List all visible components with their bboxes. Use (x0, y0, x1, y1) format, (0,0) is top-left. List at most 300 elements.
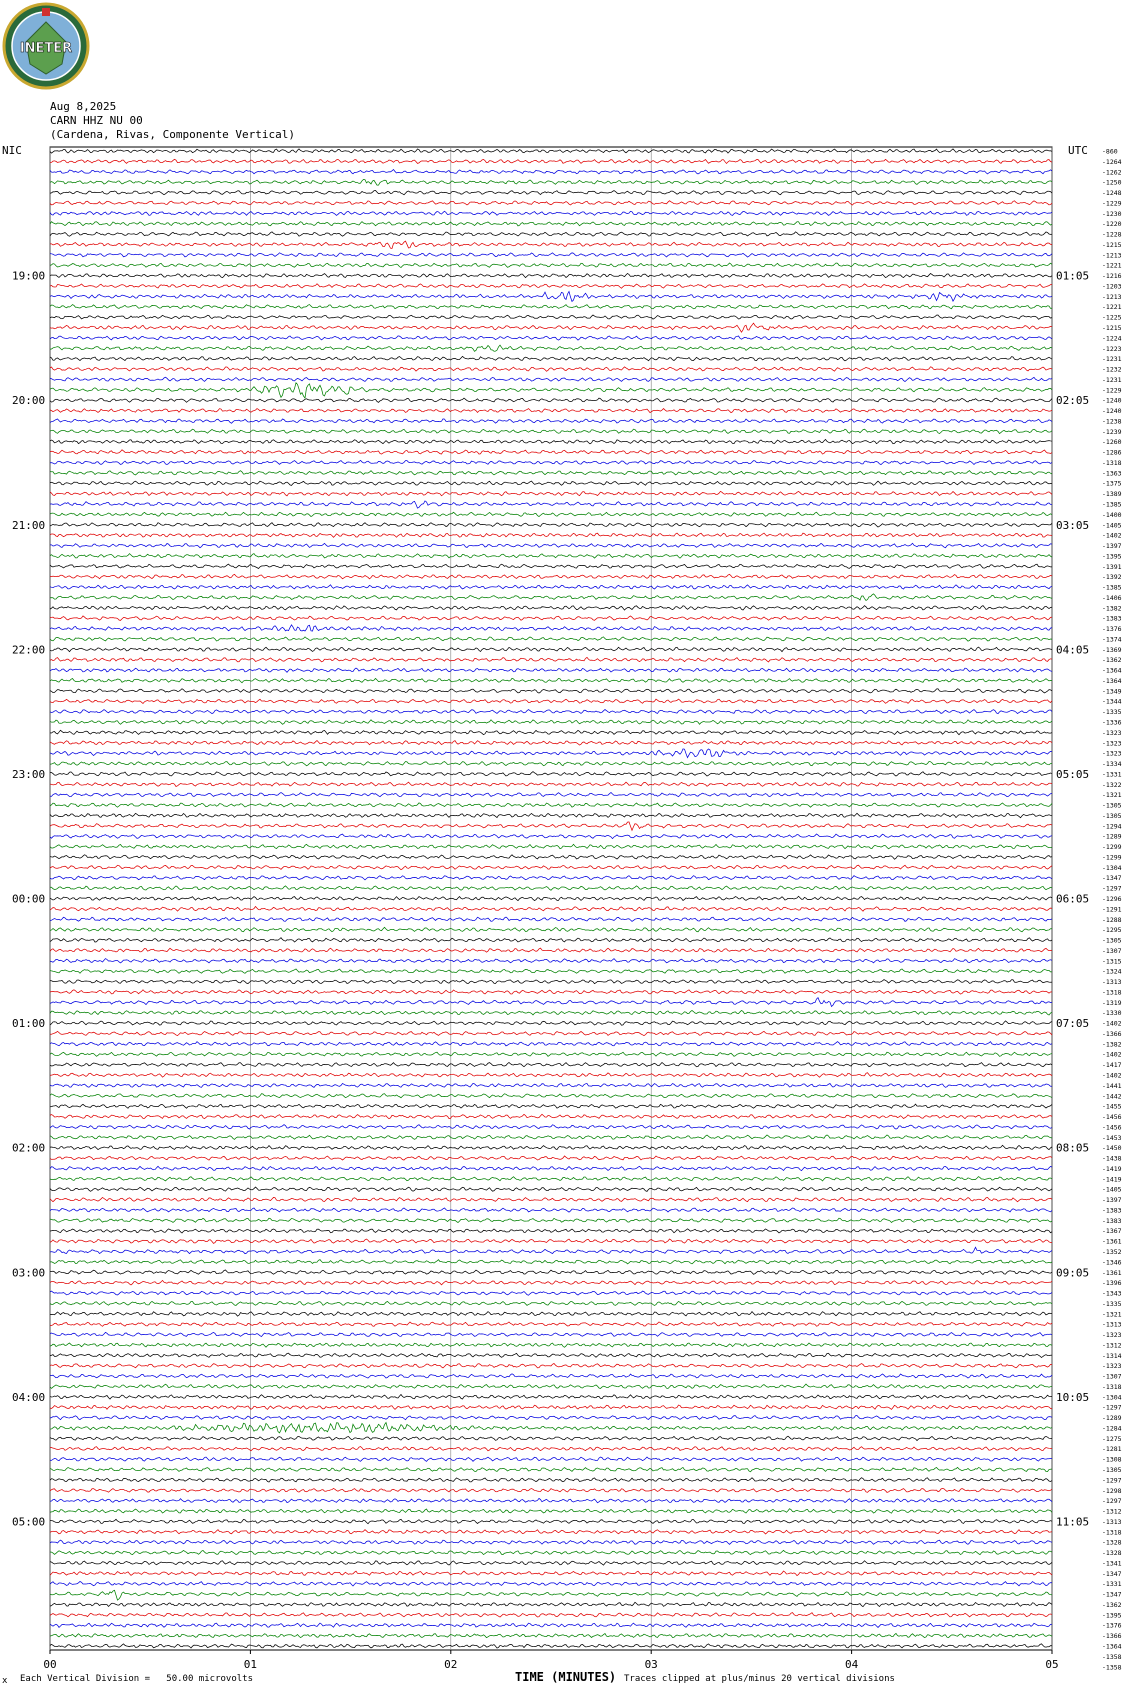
trace-line (50, 720, 1052, 725)
trace-line (50, 512, 1052, 516)
trace-offset-label: -1318 (1102, 458, 1122, 467)
trace-offset-label: -1341 (1102, 1559, 1122, 1568)
trace-offset-label: -1240 (1102, 407, 1122, 416)
trace-offset-label: -1366 (1102, 1029, 1122, 1038)
trace-line (50, 1042, 1052, 1046)
trace-line (50, 1478, 1052, 1482)
trace-line (50, 179, 1052, 185)
x-tick-label: 01 (243, 1658, 258, 1671)
trace-line (50, 284, 1052, 288)
trace-offset-label: -1297 (1102, 1497, 1122, 1506)
trace-offset-label: -1385 (1102, 500, 1122, 509)
trace-offset-label: -1284 (1102, 1424, 1122, 1433)
trace-offset-label: -1349 (1102, 687, 1122, 696)
trace-offset-label: -1375 (1102, 479, 1122, 488)
trace-offset-label: -1315 (1102, 957, 1122, 966)
trace-line (50, 710, 1052, 714)
left-hour-label: 19:00 (12, 269, 46, 283)
logo-text: INETER (19, 41, 73, 56)
trace-line (50, 419, 1052, 423)
right-hour-label: 04:05 (1056, 643, 1090, 657)
trace-line (50, 1540, 1052, 1544)
trace-offset-label: -1347 (1102, 1590, 1122, 1599)
right-hour-label: 07:05 (1056, 1017, 1090, 1031)
trace-line (50, 1052, 1052, 1056)
trace-offset-label: -1294 (1102, 822, 1122, 831)
trace-offset-label: -1215 (1102, 323, 1122, 332)
trace-offset-label: -1442 (1102, 1092, 1122, 1101)
trace-offset-label: -1297 (1102, 1476, 1122, 1485)
trace-line (50, 896, 1052, 900)
trace-line (50, 554, 1052, 559)
trace-offset-label: -1383 (1102, 614, 1122, 623)
trace-offset-label: -1275 (1102, 1434, 1122, 1443)
trace-line (50, 1582, 1052, 1587)
trace-line (50, 616, 1052, 621)
trace-line (50, 1530, 1052, 1534)
trace-offset-label: -1358 (1102, 1663, 1122, 1672)
trace-offset-label: -1417 (1102, 1061, 1122, 1070)
trace-offset-label: -1238 (1102, 417, 1122, 426)
trace-line (50, 969, 1052, 973)
trace-line (50, 1270, 1052, 1275)
trace-line (50, 253, 1052, 257)
minute-gridlines (50, 147, 1052, 1650)
trace-line (50, 481, 1052, 485)
trace-offset-label: -1376 (1102, 1621, 1122, 1630)
right-hour-label: 11:05 (1056, 1515, 1090, 1529)
trace-line (50, 1519, 1052, 1523)
trace-line (50, 938, 1052, 942)
trace-line (50, 813, 1052, 817)
left-hour-label: 22:00 (12, 643, 46, 657)
trace-line (50, 1208, 1052, 1212)
trace-line (50, 1073, 1052, 1077)
trace-line (50, 1550, 1052, 1554)
trace-line (50, 1062, 1052, 1066)
trace-line (50, 1218, 1052, 1222)
trace-offset-label: -1322 (1102, 780, 1122, 789)
trace-line (50, 689, 1052, 693)
trace-offset-label: -1397 (1102, 542, 1122, 551)
trace-offset-label: -1216 (1102, 272, 1122, 281)
trace-line (50, 1498, 1052, 1502)
trace-line (50, 1644, 1052, 1648)
trace-offset-label: -1346 (1102, 1258, 1122, 1267)
trace-offset-label: -1323 (1102, 749, 1122, 758)
x-tick-label: 03 (644, 1658, 658, 1671)
trace-line (50, 1613, 1052, 1617)
trace-offset-label: -1296 (1102, 895, 1122, 903)
trace-offset-label: -1260 (1102, 438, 1122, 447)
location-label: (Cardena, Rivas, Componente Vertical) (50, 128, 296, 141)
trace-line (50, 855, 1052, 859)
trace-offset-label: -1289 (1102, 832, 1122, 841)
trace-offset-label: -1382 (1102, 604, 1122, 613)
trace-line (50, 699, 1052, 703)
trace-offset-label: -1343 (1102, 1289, 1122, 1298)
x-tick-label: 00 (43, 1658, 57, 1671)
trace-line (50, 990, 1052, 994)
trace-line (50, 1291, 1052, 1295)
trace-offset-label: -1281 (1102, 1445, 1122, 1454)
trace-line (50, 762, 1052, 766)
trace-line (50, 1436, 1052, 1440)
trace-offset-label: -1304 (1102, 1393, 1122, 1402)
left-hour-label: 23:00 (12, 767, 46, 781)
trace-line (50, 211, 1052, 215)
trace-line (50, 323, 1052, 332)
trace-line (50, 792, 1052, 796)
trace-offset-label: -1391 (1102, 562, 1122, 571)
trace-line (50, 1467, 1052, 1471)
trace-offset-label: -1344 (1102, 697, 1122, 706)
trace-offset-label: -1307 (1102, 1372, 1122, 1381)
trace-line (50, 1247, 1052, 1253)
trace-offset-label: -1229 (1102, 386, 1122, 395)
date-label: Aug 8,2025 (50, 100, 117, 113)
trace-offset-label: -1361 (1102, 1268, 1122, 1277)
trace-line (50, 1447, 1052, 1451)
left-hour-label: 00:00 (12, 892, 46, 906)
trace-offset-label: -1383 (1102, 1206, 1122, 1215)
trace-offset-label: -1213 (1102, 292, 1122, 301)
trace-line (50, 149, 1052, 153)
trace-offset-label: -1231 (1102, 375, 1122, 384)
trace-line (50, 740, 1052, 745)
trace-line (50, 647, 1052, 652)
trace-line (50, 383, 1052, 398)
trace-line (50, 1395, 1052, 1400)
trace-line (50, 345, 1052, 351)
trace-line (50, 190, 1052, 194)
trace-line (50, 273, 1052, 277)
trace-offset-label: -1230 (1102, 209, 1122, 218)
trace-offset-label: -1213 (1102, 251, 1122, 260)
trace-offset-label: -1232 (1102, 365, 1122, 374)
trace-offset-label: -1313 (1102, 978, 1122, 987)
trace-line (50, 1415, 1052, 1419)
trace-offset-label: -1312 (1102, 1507, 1122, 1516)
left-hour-label: 03:00 (12, 1266, 46, 1280)
trace-line (50, 749, 1052, 758)
trace-offset-label: -1392 (1102, 573, 1122, 582)
trace-offset-label: -1402 (1102, 1071, 1122, 1080)
trace-offset-label: -1364 (1102, 676, 1122, 685)
trace-line (50, 585, 1052, 589)
trace-line (50, 315, 1052, 319)
trace-line (50, 1229, 1052, 1233)
trace-offset-label: -1362 (1102, 1600, 1122, 1609)
left-hour-label: 04:00 (12, 1390, 46, 1404)
trace-offset-label: -1323 (1102, 739, 1122, 748)
trace-line (50, 1114, 1052, 1119)
trace-line (50, 1633, 1052, 1637)
trace-line (50, 1125, 1052, 1130)
trace-offset-label: -1363 (1102, 469, 1122, 478)
trace-offset-label: -1395 (1102, 1611, 1122, 1620)
trace-offset-label: -1304 (1102, 863, 1122, 872)
trace-line (50, 834, 1052, 839)
trace-offset-label: -1297 (1102, 884, 1122, 893)
right-hour-label: 05:05 (1056, 767, 1090, 781)
trace-offset-label: -1307 (1102, 946, 1122, 955)
trace-line (50, 1021, 1052, 1025)
trace-offset-label: -1318 (1102, 1382, 1122, 1391)
trace-offset-label: -1324 (1102, 967, 1122, 976)
trace-offset-label: -1347 (1102, 1569, 1122, 1578)
trace-line (50, 1571, 1052, 1576)
trace-line (50, 844, 1052, 849)
axis-labels (2, 144, 1122, 1671)
right-hour-label: 03:05 (1056, 518, 1090, 532)
trace-offset-label: -1441 (1102, 1081, 1122, 1090)
trace-line (50, 822, 1052, 830)
trace-line (50, 471, 1052, 475)
trace-line (50, 1423, 1052, 1433)
trace-line (50, 1166, 1052, 1170)
trace-offset-label: -1305 (1102, 801, 1122, 810)
trace-offset-label: -1223 (1102, 344, 1122, 353)
trace-offset-label: -1228 (1102, 230, 1122, 239)
trace-line (50, 948, 1052, 952)
trace-offset-label: -1215 (1102, 240, 1122, 249)
trace-line (50, 1363, 1052, 1367)
trace-offset-label: -1323 (1102, 728, 1122, 737)
trace-offset-label: -1334 (1102, 760, 1122, 769)
trace-line (50, 668, 1052, 672)
trace-offset-label: -1299 (1102, 853, 1122, 862)
x-axis-title: TIME (MINUTES) (515, 1670, 617, 1684)
right-axis-title: UTC (1068, 144, 1088, 157)
trace-line (50, 1343, 1052, 1347)
trace-line (50, 460, 1052, 464)
trace-offset-label: -1289 (1102, 1414, 1122, 1423)
trace-line (50, 1457, 1052, 1461)
trace-line (50, 772, 1052, 777)
trace-line (50, 377, 1052, 381)
right-hour-label: 02:05 (1056, 394, 1090, 408)
trace-line (50, 886, 1052, 890)
trace-line (50, 980, 1052, 984)
trace-line (50, 1384, 1052, 1388)
trace-offset-label: -1231 (1102, 355, 1122, 364)
trace-line (50, 1312, 1052, 1316)
trace-offset-label: -1419 (1102, 1175, 1122, 1184)
trace-offset-label: -860 (1102, 147, 1118, 156)
trace-line (50, 491, 1052, 496)
scale-note: Each Vertical Division = 50.00 microvolts (20, 1674, 253, 1684)
trace-line (50, 907, 1052, 912)
trace-offset-label: -1335 (1102, 1299, 1122, 1308)
trace-offset-label: -1389 (1102, 490, 1122, 499)
trace-line (50, 927, 1052, 931)
trace-line (50, 803, 1052, 807)
trace-line (50, 1322, 1052, 1326)
trace-offset-label: -1298 (1102, 1486, 1122, 1495)
trace-offset-label: -1405 (1102, 521, 1122, 530)
trace-offset-label: -1240 (1102, 396, 1122, 405)
trace-offset-label: -1362 (1102, 656, 1122, 665)
trace-line (50, 1374, 1052, 1378)
trace-line (50, 429, 1052, 433)
trace-line (50, 1405, 1052, 1409)
trace-line (50, 170, 1052, 174)
left-axis-title: NIC (2, 144, 22, 157)
trace-offset-label: -1229 (1102, 199, 1122, 208)
trace-line (50, 865, 1052, 869)
right-hour-label: 01:05 (1056, 269, 1090, 283)
trace-offset-label: -1367 (1102, 1227, 1122, 1236)
trace-offset-label: -1453 (1102, 1133, 1122, 1142)
x-tick-label: 05 (1045, 1658, 1059, 1671)
trace-offset-label: -1330 (1102, 1009, 1122, 1018)
right-hour-label: 10:05 (1056, 1390, 1090, 1404)
trace-offset-label: -1331 (1102, 1580, 1122, 1589)
trace-line (50, 574, 1052, 579)
trace-offset-label: -1374 (1102, 635, 1122, 644)
trace-offset-label: -1364 (1102, 666, 1122, 675)
trace-line (50, 232, 1052, 236)
trace-line (50, 1187, 1052, 1191)
trace-offset-label: -1328 (1102, 1538, 1122, 1547)
trace-line (50, 1260, 1052, 1264)
trace-line (50, 398, 1052, 402)
trace-line (50, 1104, 1052, 1108)
trace-offset-label: -1295 (1102, 926, 1122, 935)
trace-line (50, 1509, 1052, 1513)
trace-line (50, 450, 1052, 454)
trace-line (50, 1488, 1052, 1492)
trace-offset-label: -1438 (1102, 1154, 1122, 1163)
plot-frame (50, 147, 1052, 1650)
trace-line (50, 594, 1052, 601)
trace-line (50, 409, 1052, 413)
trace-line (50, 730, 1052, 734)
trace-offset-label: -1336 (1102, 718, 1122, 727)
trace-offset-label: -1305 (1102, 811, 1122, 820)
trace-offset-label: -1402 (1102, 1050, 1122, 1059)
trace-offset-label: -1331 (1102, 770, 1122, 779)
trace-offset-label: -1376 (1102, 625, 1122, 634)
trace-offset-label: -1313 (1102, 1517, 1122, 1526)
trace-offset-label: -1264 (1102, 157, 1122, 166)
trace-line (50, 356, 1052, 360)
trace-line (50, 292, 1052, 302)
trace-line (50, 1301, 1052, 1305)
left-hour-label: 02:00 (12, 1141, 46, 1155)
trace-line (50, 439, 1052, 443)
trace-offset-label: -1239 (1102, 427, 1122, 436)
trace-line (50, 222, 1052, 226)
trace-offset-label: -1402 (1102, 531, 1122, 540)
trace-offset-label: -1369 (1102, 645, 1122, 654)
left-hour-label: 21:00 (12, 518, 46, 532)
trace-offset-label: -1402 (1102, 1019, 1122, 1028)
trace-offset-label: -1305 (1102, 1466, 1122, 1475)
trace-offset-label: -1352 (1102, 1247, 1122, 1256)
right-hour-label: 06:05 (1056, 892, 1090, 906)
trace-offset-label: -1262 (1102, 168, 1122, 177)
trace-offset-label: -1385 (1102, 583, 1122, 592)
trace-line (50, 657, 1052, 662)
trace-line (50, 1623, 1052, 1627)
footer-marker: x (2, 1676, 8, 1686)
trace-offset-label: -1220 (1102, 220, 1122, 229)
trace-line (50, 998, 1052, 1007)
trace-line (50, 336, 1052, 340)
trace-offset-label: -1405 (1102, 1185, 1122, 1194)
trace-line (50, 1561, 1052, 1565)
station-label: CARN HHZ NU 00 (50, 114, 143, 127)
trace-line (50, 201, 1052, 205)
trace-line (50, 241, 1052, 248)
clip-note: Traces clipped at plus/minus 20 vertical divisions (624, 1674, 895, 1684)
trace-line (50, 1094, 1052, 1098)
trace-offset-label: -1297 (1102, 1403, 1122, 1412)
x-tick-label: 04 (844, 1658, 859, 1671)
trace-offset-label: -1221 (1102, 261, 1122, 270)
trace-offset-label: -1328 (1102, 1549, 1122, 1558)
trace-offset-label: -1250 (1102, 178, 1122, 187)
trace-offset-label: -1308 (1102, 1455, 1122, 1464)
trace-line (50, 678, 1052, 682)
trace-line (50, 501, 1052, 508)
trace-offset-label: -1366 (1102, 1632, 1122, 1641)
trace-offset-label: -1224 (1102, 334, 1122, 343)
trace-line (50, 564, 1052, 568)
trace-offset-label: -1323 (1102, 1331, 1122, 1340)
trace-offset-label: -1406 (1102, 593, 1122, 602)
trace-offset-label: -1419 (1102, 1164, 1122, 1173)
trace-offset-label: -1318 (1102, 988, 1122, 997)
trace-offset-label: -1364 (1102, 1642, 1122, 1651)
trace-offset-label: -1395 (1102, 552, 1122, 561)
left-hour-label: 05:00 (12, 1515, 46, 1529)
trace-line (50, 533, 1052, 537)
trace-line (50, 782, 1052, 786)
trace-line (50, 159, 1052, 163)
trace-offset-label: -1396 (1102, 1279, 1122, 1288)
trace-offset-label: -1335 (1102, 708, 1122, 717)
trace-offset-label: -1450 (1102, 1144, 1122, 1153)
trace-line (50, 543, 1052, 547)
trace-offset-label: -1319 (1102, 998, 1122, 1007)
trace-offset-label: -1291 (1102, 905, 1122, 914)
trace-offset-label: -1221 (1102, 303, 1122, 312)
trace-offset-label: -1456 (1102, 1113, 1122, 1122)
trace-offset-label: -1299 (1102, 843, 1122, 852)
x-tick-label: 02 (444, 1658, 458, 1671)
trace-line (50, 1135, 1052, 1140)
trace-line (50, 1353, 1052, 1357)
trace-offset-label: -1321 (1102, 1310, 1122, 1319)
left-hour-label: 01:00 (12, 1017, 46, 1031)
trace-line (50, 1197, 1052, 1201)
trace-line (50, 1239, 1052, 1243)
trace-offset-label: -1312 (1102, 1341, 1122, 1350)
trace-offset-label: -1288 (1102, 915, 1122, 924)
trace-offset-label: -1286 (1102, 448, 1122, 457)
trace-offset-label: -1321 (1102, 791, 1122, 800)
trace-offset-label: -1313 (1102, 1320, 1122, 1329)
trace-line (50, 367, 1052, 371)
trace-offset-label: -1225 (1102, 313, 1122, 322)
trace-offset-label: -1305 (1102, 936, 1122, 945)
trace-offset-label: -1347 (1102, 874, 1122, 883)
trace-line (50, 1083, 1052, 1087)
trace-line (50, 1156, 1052, 1160)
